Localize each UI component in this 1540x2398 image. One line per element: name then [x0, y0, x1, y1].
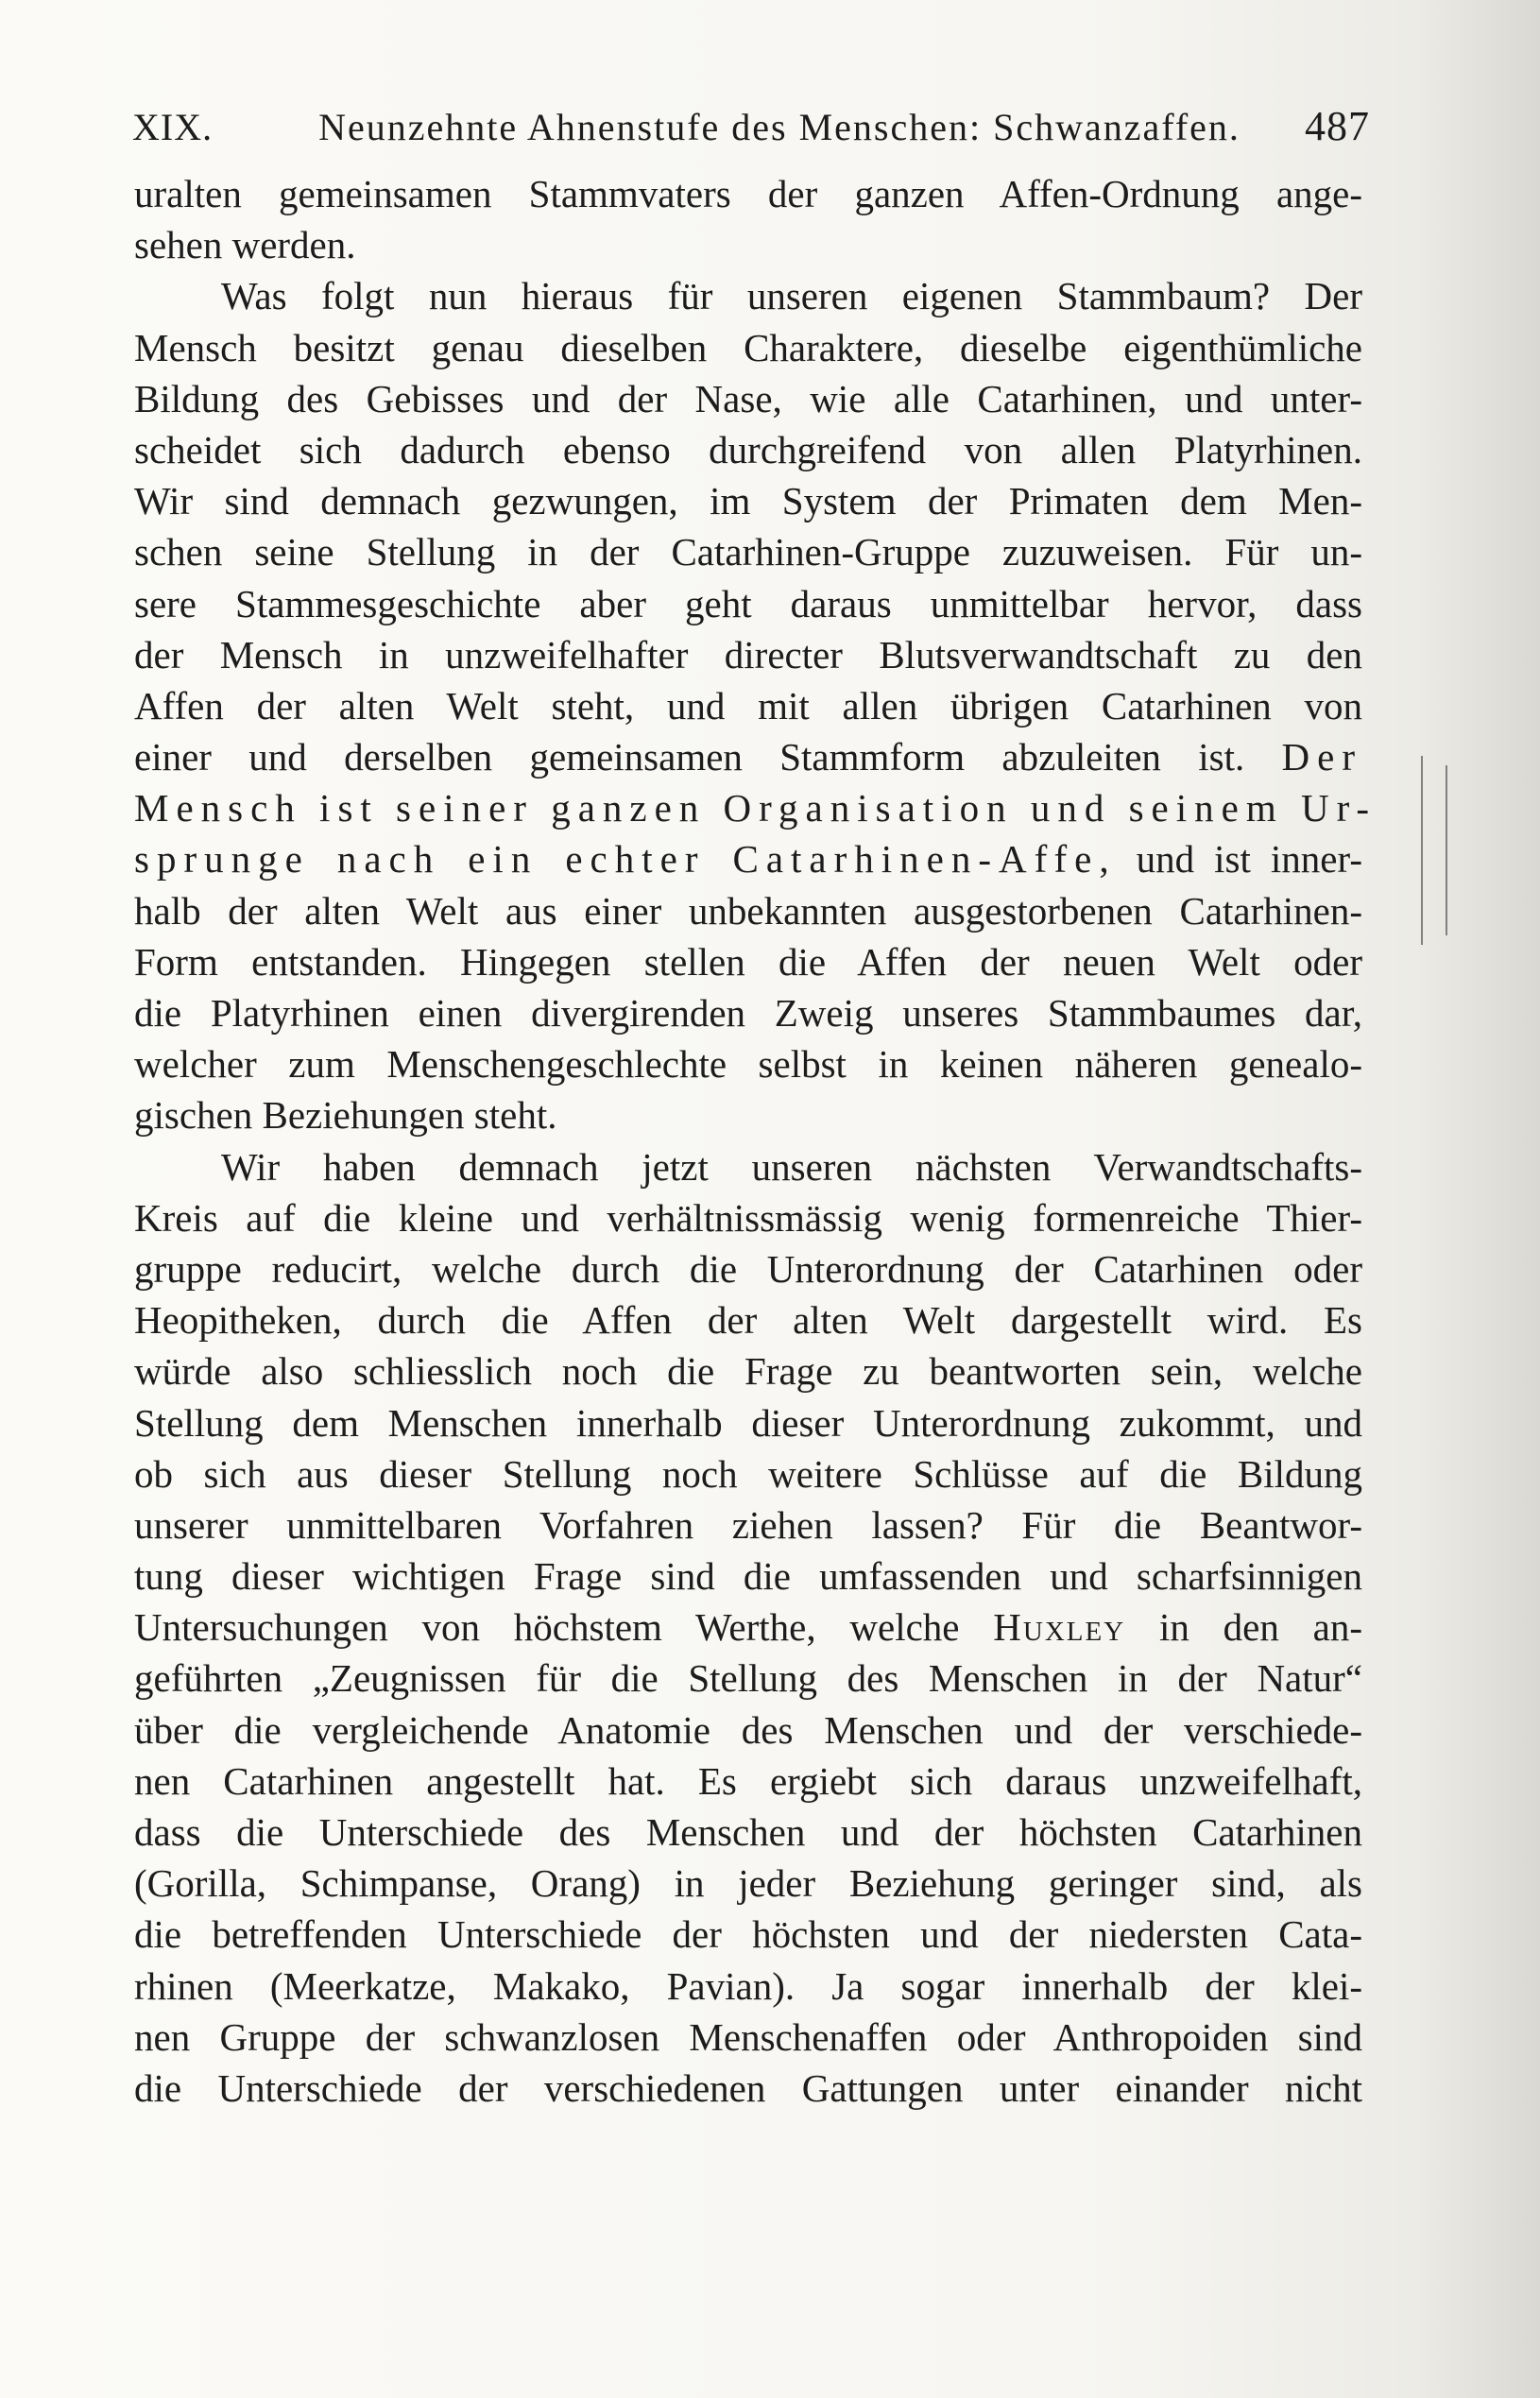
- text-line: die Platyrhinen einen divergirenden Zweig unseres Stammbaumes dar,: [134, 991, 1362, 1035]
- text-line: nen Gruppe der schwanzlosen Menschenaffen oder Anthropoiden sind: [134, 2014, 1362, 2059]
- text-line: halb der alten Welt aus einer unbekannten ausgestorbenen Catarhinen-: [134, 888, 1362, 933]
- text-line: der Mensch in unzweifelhafter directer Blutsverwandtschaft zu den: [134, 632, 1362, 677]
- emphasis-text: Der: [1281, 735, 1363, 779]
- text-line: Wir sind demnach gezwungen, im System der Primaten dem Men-: [134, 479, 1362, 523]
- margin-pencil-mark: [1417, 756, 1455, 964]
- emphasis-line: Mensch ist seiner ganzen Organisation und seinem Ur-: [134, 786, 1377, 831]
- text-line: dass die Unterschiede des Menschen und der höchsten Catarhinen: [134, 1810, 1362, 1854]
- text-line: schen seine Stellung in der Catarhinen-Gruppe zuzuweisen. Für un-: [134, 530, 1362, 574]
- text-line: Kreis auf die kleine und verhältnissmässig wenig formenreiche Thier-: [134, 1195, 1362, 1240]
- page-header: [132, 102, 1370, 150]
- text-line: welcher zum Menschengeschlechte selbst in keinen näheren genealo-: [134, 1042, 1362, 1087]
- text-line: über die vergleichende Anatomie des Menschen und der verschiede-: [134, 1707, 1362, 1752]
- text-line: Wir haben demnach jetzt unseren nächsten Verwandtschafts-: [221, 1144, 1362, 1189]
- text-line: uralten gemeinsamen Stammvaters der ganzen Affen-Ordnung ange-: [134, 172, 1362, 215]
- text-line: Heopitheken, durch die Affen der alten Welt dargestellt wird. Es: [134, 1298, 1362, 1343]
- emphasis-text: sprunge nach ein echter Catarhinen-Affe,: [134, 837, 1117, 882]
- text-line: [134, 833, 1362, 884]
- chapter-number: XIX.: [132, 106, 214, 148]
- text-line: Mensch besitzt genau dieselben Charaktere, dieselbe eigenthümliche: [134, 325, 1362, 369]
- text-line: [134, 1602, 1362, 1653]
- text-segment: Untersuchungen von höchstem Werthe, welche: [134, 1605, 960, 1650]
- text-line: rhinen (Meerkatze, Makako, Pavian). Ja sogar innerhalb der klei-: [134, 1963, 1362, 2008]
- text-line: unserer unmittelbaren Vorfahren ziehen lassen? Für die Beantwor-: [134, 1502, 1362, 1547]
- text-line: sere Stammesgeschichte aber geht daraus unmittelbar hervor, dass: [134, 581, 1362, 625]
- text-segment: einer und derselben gemeinsamen Stammform abzuleiten ist.: [134, 735, 1245, 779]
- text-segment: in den an-: [1158, 1605, 1362, 1650]
- text-line: scheidet sich dadurch ebenso durchgreifend von allen Platyrhinen.: [134, 427, 1362, 471]
- text-line: Stellung dem Menschen innerhalb dieser Unterordnung zukommt, und: [134, 1400, 1362, 1445]
- text-line: Was folgt nun hieraus für unseren eigenen Stammbaum? Der: [221, 274, 1362, 318]
- text-line: gruppe reducirt, welche durch die Unterordnung der Catarhinen oder: [134, 1246, 1362, 1291]
- text-line: sehen werden.: [134, 223, 356, 267]
- author-name: Huxley: [993, 1605, 1126, 1650]
- text-line: Bildung des Gebisses und der Nase, wie alle Catarhinen, und unter-: [134, 376, 1362, 420]
- running-title: Neunzehnte Ahnenstufe des Menschen: Schwanzaffen.: [318, 106, 1241, 148]
- text-line: [134, 731, 1362, 782]
- text-line: Affen der alten Welt steht, und mit allen übrigen Catarhinen von: [134, 683, 1362, 728]
- text-line: würde also schliesslich noch die Frage zu beantworten sein, welche: [134, 1349, 1362, 1394]
- text-line: die Unterschiede der verschiedenen Gattungen unter einander nicht: [134, 2065, 1362, 2110]
- text-line: tung dieser wichtigen Frage sind die umfassenden und scharfsinnigen: [134, 1554, 1362, 1599]
- text-line: (Gorilla, Schimpanse, Orang) in jeder Beziehung geringer sind, als: [134, 1861, 1362, 1906]
- body-text: [134, 168, 1377, 2114]
- text-line: ob sich aus dieser Stellung noch weitere Schlüsse auf die Bildung: [134, 1451, 1362, 1496]
- text-line: geführten „Zeugnissen für die Stellung des Menschen in der Natur“: [134, 1656, 1362, 1701]
- text-segment: und ist inner-: [1136, 837, 1362, 882]
- text-line: die betreffenden Unterschiede der höchsten und der niedersten Cata-: [134, 1912, 1362, 1957]
- text-line: nen Catarhinen angestellt hat. Es ergiebt sich daraus unzweifelhaft,: [134, 1758, 1362, 1803]
- text-line: Form entstanden. Hingegen stellen die Affen der neuen Welt oder: [134, 939, 1362, 984]
- text-line: gischen Beziehungen steht.: [134, 1093, 557, 1138]
- page-number: 487: [1305, 103, 1370, 149]
